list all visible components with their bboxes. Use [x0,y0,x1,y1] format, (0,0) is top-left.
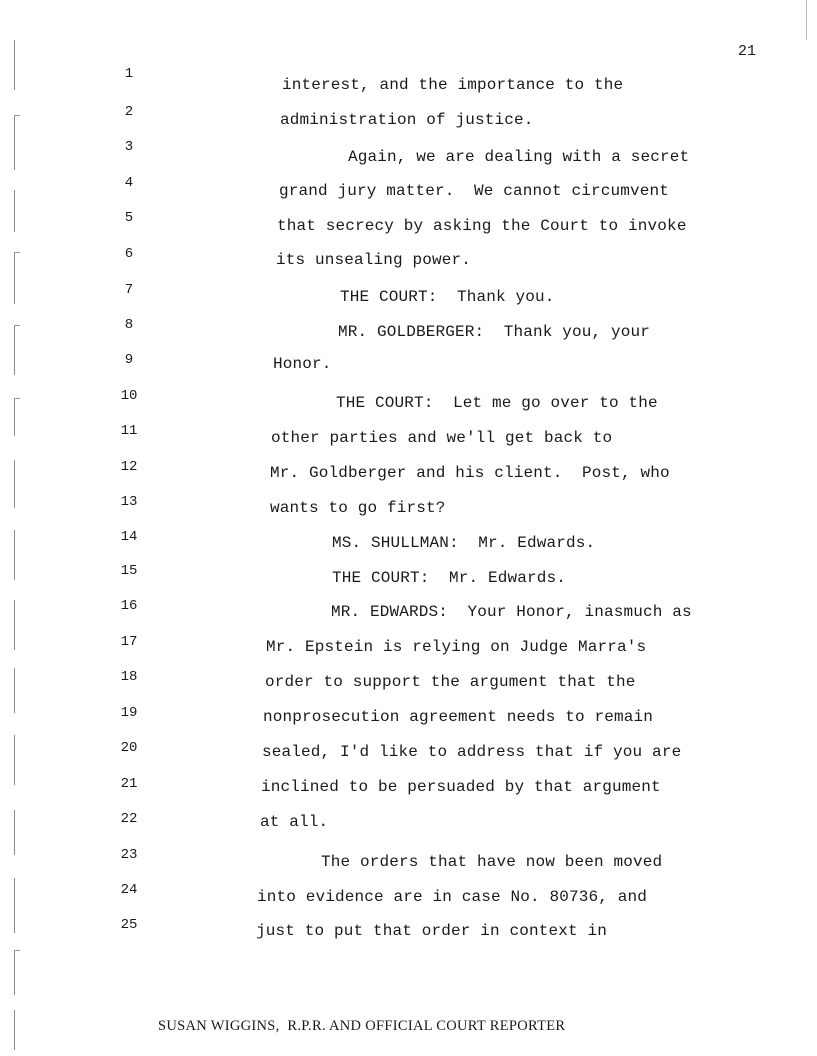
line-number: 4 [124,175,134,191]
line-number: 13 [120,494,138,510]
transcript-line: other parties and we'll get back to [271,429,613,447]
transcript-line: just to put that order in context in [256,922,608,940]
line-number: 6 [124,246,134,262]
line-number: 19 [120,705,138,721]
line-number: 24 [120,882,138,898]
transcript-line: that secrecy by asking the Court to invoke [277,217,687,235]
line-number: 18 [120,669,138,685]
binder-edge-mark [14,600,15,650]
transcript-line: Again, we are dealing with a secret [348,148,690,166]
binder-edge-mark [14,530,15,580]
court-reporter-footer: SUSAN WIGGINS, R.P.R. AND OFFICIAL COURT REPORTER [158,1018,566,1034]
binder-edge-mark [14,460,15,508]
transcript-line: Mr. Epstein is relying on Judge Marra's [266,638,647,656]
line-number: 1 [124,66,134,82]
transcript-line: THE COURT: Mr. Edwards. [332,569,567,587]
binder-edge-mark [14,810,15,855]
line-number: 12 [120,459,138,475]
transcript-line: MR. EDWARDS: Your Honor, inasmuch as [331,603,692,621]
line-number: 9 [124,352,134,368]
line-number: 3 [124,139,134,155]
line-number: 25 [120,917,138,933]
transcript-line: at all. [260,813,329,831]
transcript-line: its unsealing power. [276,251,472,269]
transcript-line: MS. SHULLMAN: Mr. Edwards. [332,534,596,552]
line-number: 7 [124,282,134,298]
binder-edge-mark [14,115,15,170]
binder-edge-mark [14,325,15,375]
line-number: 16 [120,598,138,614]
binder-edge-mark [14,735,15,785]
page-edge-line [806,0,807,40]
transcript-line: wants to go first? [270,499,446,517]
transcript-line: into evidence are in case No. 80736, and [257,888,648,906]
binder-edge-mark [14,878,15,933]
line-number: 11 [120,423,138,439]
page-number: 21 [738,43,757,60]
line-number: 23 [120,847,138,863]
transcript-line: nonprosecution agreement needs to remain [263,708,654,726]
transcript-line: grand jury matter. We cannot circumvent [279,182,670,200]
line-number: 22 [120,811,138,827]
transcript-line: Honor. [273,355,332,373]
line-number: 8 [124,317,134,333]
line-number: 17 [120,634,138,650]
binder-edge-mark [14,668,15,713]
line-number: 21 [120,776,138,792]
binder-edge-mark [14,40,15,90]
transcript-line: order to support the argument that the [265,673,636,691]
binder-edge-mark [14,398,15,436]
binder-edge-mark [14,190,15,232]
binder-edge-mark [14,950,15,995]
transcript-line: THE COURT: Let me go over to the [336,394,658,412]
transcript-line: THE COURT: Thank you. [340,288,555,306]
line-number: 2 [124,104,134,120]
binder-edge-mark [14,1010,15,1050]
transcript-line: Mr. Goldberger and his client. Post, who [270,464,670,482]
transcript-line: The orders that have now been moved [321,853,663,871]
transcript-line: MR. GOLDBERGER: Thank you, your [338,323,651,341]
transcript-line: administration of justice. [280,111,534,129]
transcript-line: inclined to be persuaded by that argument [261,778,661,796]
line-number: 10 [120,388,138,404]
line-number: 20 [120,740,138,756]
transcript-line: sealed, I'd like to address that if you are [262,743,682,761]
transcript-line: interest, and the importance to the [282,76,624,94]
line-number: 14 [120,529,138,545]
line-number: 15 [120,563,138,579]
line-number: 5 [124,210,134,226]
binder-edge-mark [14,252,15,304]
